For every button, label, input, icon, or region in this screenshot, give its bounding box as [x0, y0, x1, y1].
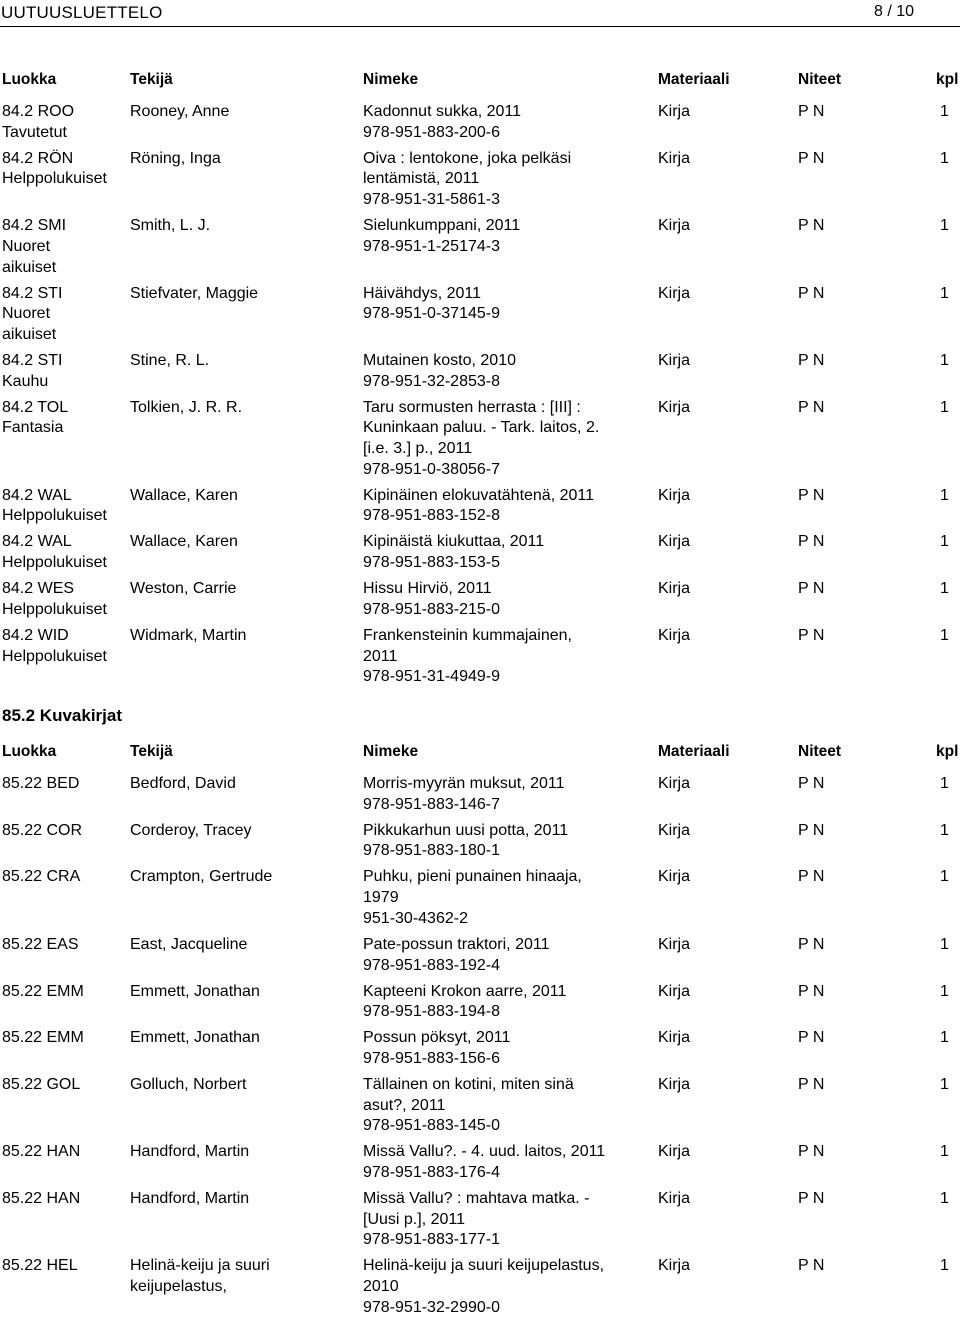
table-row	[0, 774, 960, 815]
section-85-2	[0, 742, 960, 1316]
tekija-cell: Smith, L. J.	[130, 217, 211, 235]
tekija-cell: Wallace, Karen	[130, 533, 238, 551]
nimeke-cell-line: Pate-possun traktori, 2011	[363, 935, 550, 953]
col-luokka: Luokka	[2, 71, 57, 88]
luokka-cell-line: 84.2 WES	[2, 580, 75, 598]
luokka-cell-line: 85.22 COR	[2, 821, 83, 839]
tekija-cell: Wallace, Karen	[130, 486, 238, 504]
nimeke-cell-line: 978-951-883-177-1	[363, 1231, 500, 1249]
tekija-cell: Corderoy, Tracey	[130, 821, 252, 839]
tekija-cell: Stiefvater, Maggie	[130, 284, 259, 302]
table-row	[0, 867, 960, 929]
table-row	[0, 216, 960, 278]
niteet-cell: P N	[798, 1257, 825, 1275]
luokka-cell-line: 85.22 EMM	[2, 982, 84, 1000]
kpl-cell: 1	[940, 775, 949, 792]
nimeke-cell	[363, 1189, 618, 1251]
nimeke-cell-line: 978-951-32-2990-0	[363, 1298, 500, 1316]
column-headers	[0, 742, 960, 762]
nimeke-cell-line: Kipinäinen elokuvatähtenä, 2011	[363, 486, 594, 504]
tekija-cell: Handford, Martin	[130, 1143, 250, 1161]
nimeke-cell-line: Hissu Hirviö, 2011	[363, 580, 492, 598]
kpl-cell: 1	[940, 1190, 949, 1207]
luokka-cell-line: 84.2 ROO	[2, 103, 75, 120]
col-kpl: kpl	[936, 71, 959, 88]
nimeke-cell-line: Morris-myyrän muksut, 2011	[363, 775, 565, 792]
niteet-cell: P N	[798, 533, 825, 551]
nimeke-cell	[363, 1028, 618, 1069]
luokka-cell-line: Fantasia	[2, 419, 64, 437]
nimeke-cell	[363, 398, 618, 481]
table-row	[0, 821, 960, 862]
nimeke-cell-line: [i.e. 3.] p., 2011	[363, 440, 473, 457]
kpl-cell: 1	[940, 935, 949, 953]
luokka-cell	[2, 102, 126, 143]
materiaali-cell: Kirja	[658, 486, 691, 504]
table-row	[0, 1189, 960, 1251]
luokka-cell-line: Nuoret	[2, 237, 51, 255]
materiaali-cell: Kirja	[658, 149, 691, 167]
nimeke-cell	[363, 486, 618, 527]
luokka-cell-line: 85.22 CRA	[2, 868, 81, 886]
table-row	[0, 626, 960, 688]
table-row	[0, 351, 960, 392]
luokka-cell	[2, 821, 126, 842]
materiaali-cell: Kirja	[658, 284, 691, 302]
luokka-cell-line: 85.22 HEL	[2, 1257, 78, 1275]
materiaali-cell: Kirja	[658, 103, 691, 120]
kpl-cell: 1	[940, 1257, 949, 1275]
materiaali-cell: Kirja	[658, 775, 691, 792]
niteet-cell: P N	[798, 626, 825, 644]
materiaali-cell: Kirja	[658, 1075, 691, 1093]
luokka-cell	[2, 579, 126, 620]
luokka-cell	[2, 626, 126, 667]
luokka-cell-line: 84.2 STI	[2, 351, 63, 369]
luokka-cell	[2, 1075, 126, 1096]
nimeke-cell-line: lentämistä, 2011	[363, 170, 480, 188]
luokka-cell	[2, 774, 126, 795]
niteet-cell: P N	[798, 351, 825, 369]
col-nimeke: Nimeke	[363, 71, 419, 88]
luokka-cell	[2, 216, 126, 278]
nimeke-cell-line: 978-951-31-5861-3	[363, 191, 500, 209]
column-headers	[0, 70, 960, 90]
tekija-cell: Crampton, Gertrude	[130, 868, 273, 886]
page-number: 8 / 10	[873, 3, 914, 20]
section-title: 85.2 Kuvakirjat	[2, 706, 123, 725]
luokka-cell-line: 84.2 SMI	[2, 217, 67, 235]
table-row	[0, 1142, 960, 1183]
nimeke-cell-line: Häivähdys, 2011	[363, 284, 481, 302]
nimeke-cell	[363, 774, 618, 815]
col-materiaali: Materiaali	[658, 743, 730, 760]
luokka-cell-line: aikuiset	[2, 258, 57, 276]
kpl-cell: 1	[940, 486, 949, 504]
table-row	[0, 1028, 960, 1069]
luokka-cell-line: 84.2 RÖN	[2, 149, 74, 167]
kpl-cell: 1	[940, 398, 949, 416]
nimeke-cell-line: Sielunkumppani, 2011	[363, 217, 521, 235]
section-84-2	[0, 70, 960, 686]
nimeke-cell	[363, 351, 618, 392]
tekija-cell: Röning, Inga	[130, 149, 221, 167]
kpl-cell: 1	[940, 580, 949, 598]
nimeke-cell-line: Pikkukarhun uusi potta, 2011	[363, 821, 569, 839]
luokka-cell-line: 85.22 HAN	[2, 1143, 81, 1161]
niteet-cell: P N	[798, 775, 825, 792]
materiaali-cell: Kirja	[658, 1143, 691, 1161]
luokka-cell-line: Helppolukuiset	[2, 600, 107, 618]
nimeke-cell-line: Frankensteinin kummajainen,	[363, 626, 572, 644]
nimeke-cell-line: 978-951-883-156-6	[363, 1049, 500, 1067]
nimeke-cell	[363, 867, 618, 929]
table-row	[0, 486, 960, 527]
nimeke-cell-line: Missä Vallu?. - 4. uud. laitos, 2011	[363, 1143, 606, 1161]
table-row	[0, 284, 960, 346]
kpl-cell: 1	[940, 626, 949, 644]
luokka-cell-line: Tavutetut	[2, 123, 67, 141]
luokka-cell-line: 85.22 EMM	[2, 1029, 84, 1047]
nimeke-cell-line: Kapteeni Krokon aarre, 2011	[363, 982, 567, 1000]
nimeke-cell-line: 951-30-4362-2	[363, 909, 468, 927]
nimeke-cell-line: Helinä-keiju ja suuri keijupelastus,	[363, 1257, 605, 1275]
kpl-cell: 1	[940, 821, 949, 839]
tekija-cell: Bedford, David	[130, 775, 236, 792]
luokka-cell	[2, 867, 126, 888]
luokka-cell	[2, 1189, 126, 1210]
materiaali-cell: Kirja	[658, 398, 691, 416]
luokka-cell-line: aikuiset	[2, 325, 57, 343]
luokka-cell-line: Helppolukuiset	[2, 170, 107, 188]
tekija-cell: Tolkien, J. R. R.	[130, 398, 243, 416]
niteet-cell: P N	[798, 486, 825, 504]
nimeke-cell-line: 978-951-0-38056-7	[363, 460, 500, 478]
luokka-cell	[2, 1256, 126, 1277]
luokka-cell-line: 85.22 EAS	[2, 935, 79, 953]
kpl-cell: 1	[940, 533, 949, 551]
niteet-cell: P N	[798, 982, 825, 1000]
col-tekija: Tekijä	[130, 71, 173, 88]
nimeke-cell	[363, 579, 618, 620]
luokka-cell-line: 84.2 WAL	[2, 533, 72, 551]
materiaali-cell: Kirja	[658, 217, 691, 235]
luokka-cell-line: 85.22 GOL	[2, 1075, 81, 1093]
kpl-cell: 1	[940, 217, 949, 235]
tekija-cell: Rooney, Anne	[130, 103, 230, 120]
tekija-cell: Helinä-keiju ja suuri keijupelastus,	[130, 1257, 270, 1296]
luokka-cell	[2, 935, 126, 956]
table-row	[0, 149, 960, 211]
nimeke-cell	[363, 626, 618, 688]
luokka-cell-line: 85.22 BED	[2, 775, 80, 792]
tekija-cell: Emmett, Jonathan	[130, 982, 260, 1000]
nimeke-cell-line: 1979	[363, 889, 399, 907]
nimeke-cell-line: [Uusi p.], 2011	[363, 1210, 465, 1228]
materiaali-cell: Kirja	[658, 1257, 691, 1275]
niteet-cell: P N	[798, 398, 825, 416]
page-header	[0, 0, 960, 27]
nimeke-cell-line: 978-951-883-215-0	[363, 600, 500, 618]
luokka-cell-line: 84.2 STI	[2, 284, 63, 302]
nimeke-cell-line: 978-951-883-194-8	[363, 1003, 500, 1021]
materiaali-cell: Kirja	[658, 935, 691, 953]
luokka-cell	[2, 284, 126, 346]
nimeke-cell-line: 978-951-883-176-4	[363, 1164, 500, 1181]
table-row	[0, 532, 960, 573]
nimeke-cell	[363, 821, 618, 862]
niteet-cell: P N	[798, 149, 825, 167]
nimeke-cell-line: 978-951-0-37145-9	[363, 305, 500, 323]
nimeke-cell	[363, 982, 618, 1023]
tekija-cell: Handford, Martin	[130, 1190, 250, 1207]
luokka-cell	[2, 351, 126, 392]
materiaali-cell: Kirja	[658, 626, 691, 644]
table-row	[0, 398, 960, 481]
nimeke-cell	[363, 935, 618, 976]
tekija-cell: Weston, Carrie	[130, 580, 237, 598]
kpl-cell: 1	[940, 982, 949, 1000]
niteet-cell: P N	[798, 1190, 825, 1207]
niteet-cell: P N	[798, 103, 825, 120]
niteet-cell: P N	[798, 935, 825, 953]
col-nimeke: Nimeke	[363, 743, 419, 760]
nimeke-cell	[363, 1256, 618, 1318]
nimeke-cell-line: 978-951-1-25174-3	[363, 237, 500, 255]
niteet-cell: P N	[798, 1143, 825, 1161]
nimeke-cell-line: 978-951-32-2853-8	[363, 372, 500, 390]
nimeke-cell-line: 978-951-883-146-7	[363, 795, 500, 813]
nimeke-cell-line: Kadonnut sukka, 2011	[363, 103, 522, 120]
nimeke-cell-line: 978-951-883-145-0	[363, 1117, 500, 1135]
nimeke-cell	[363, 1142, 618, 1183]
nimeke-cell	[363, 284, 618, 325]
nimeke-cell-line: 2011	[363, 647, 398, 665]
tekija-cell: Golluch, Norbert	[130, 1075, 247, 1093]
tekija-cell: East, Jacqueline	[130, 935, 248, 953]
tekija-cell: Widmark, Martin	[130, 626, 247, 644]
luokka-cell	[2, 1028, 126, 1049]
col-kpl: kpl	[936, 743, 959, 760]
nimeke-cell-line: 2010	[363, 1278, 399, 1296]
luokka-cell-line: 84.2 WAL	[2, 486, 72, 504]
luokka-cell-line: Nuoret	[2, 305, 51, 323]
nimeke-cell-line: 978-951-883-152-8	[363, 507, 500, 525]
luokka-cell	[2, 1142, 126, 1163]
nimeke-cell-line: 978-951-883-192-4	[363, 956, 500, 974]
nimeke-cell-line: Oiva : lentokone, joka pelkäsi	[363, 149, 572, 167]
kpl-cell: 1	[940, 1029, 949, 1047]
materiaali-cell: Kirja	[658, 1190, 691, 1207]
kpl-cell: 1	[940, 103, 949, 120]
nimeke-cell-line: 978-951-883-180-1	[363, 842, 500, 860]
luokka-cell-line: 84.2 WID	[2, 626, 69, 644]
table-row	[0, 579, 960, 620]
col-niteet: Niteet	[798, 71, 842, 88]
table-row	[0, 982, 960, 1023]
kpl-cell: 1	[940, 284, 949, 302]
col-niteet: Niteet	[798, 743, 842, 760]
luokka-cell	[2, 486, 126, 527]
niteet-cell: P N	[798, 217, 825, 235]
tekija-cell: Stine, R. L.	[130, 351, 210, 369]
luokka-cell-line: Helppolukuiset	[2, 554, 107, 572]
luokka-cell	[2, 982, 126, 1003]
nimeke-cell-line: 978-951-31-4949-9	[363, 668, 500, 686]
nimeke-cell-line: Possun pöksyt, 2011	[363, 1029, 511, 1047]
kpl-cell: 1	[940, 1143, 949, 1161]
kpl-cell: 1	[940, 149, 949, 167]
luokka-cell	[2, 398, 126, 439]
col-tekija: Tekijä	[130, 743, 173, 760]
table-row	[0, 1075, 960, 1137]
page-title: UUTUUSLUETTELO	[1, 3, 163, 22]
luokka-cell-line: 85.22 HAN	[2, 1190, 81, 1207]
nimeke-cell-line: Mutainen kosto, 2010	[363, 351, 516, 369]
materiaali-cell: Kirja	[658, 821, 691, 839]
materiaali-cell: Kirja	[658, 580, 691, 598]
materiaali-cell: Kirja	[658, 868, 691, 886]
niteet-cell: P N	[798, 580, 825, 598]
col-luokka: Luokka	[2, 743, 57, 760]
nimeke-cell-line: Tällainen on kotini, miten sinä	[363, 1075, 574, 1093]
nimeke-cell-line: 978-951-883-153-5	[363, 554, 500, 572]
niteet-cell: P N	[798, 868, 825, 886]
luokka-cell	[2, 532, 126, 573]
niteet-cell: P N	[798, 1075, 825, 1093]
niteet-cell: P N	[798, 821, 825, 839]
luokka-cell-line: Helppolukuiset	[2, 507, 107, 525]
luokka-cell-line: 84.2 TOL	[2, 398, 69, 416]
nimeke-cell	[363, 216, 618, 257]
tekija-cell: Emmett, Jonathan	[130, 1029, 260, 1047]
nimeke-cell-line: asut?, 2011	[363, 1096, 446, 1114]
niteet-cell: P N	[798, 1029, 825, 1047]
table-row	[0, 935, 960, 976]
nimeke-cell-line: Kipinäistä kiukuttaa, 2011	[363, 533, 545, 551]
nimeke-cell-line: Missä Vallu? : mahtava matka. -	[363, 1190, 590, 1207]
luokka-cell-line: Kauhu	[2, 372, 49, 390]
materiaali-cell: Kirja	[658, 1029, 691, 1047]
kpl-cell: 1	[940, 868, 949, 886]
nimeke-cell-line: Taru sormusten herrasta : [III] :	[363, 398, 581, 416]
kpl-cell: 1	[940, 351, 949, 369]
nimeke-cell	[363, 149, 618, 211]
nimeke-cell-line: Kuninkaan paluu. - Tark. laitos, 2.	[363, 419, 600, 437]
nimeke-cell	[363, 1075, 618, 1137]
table-row	[0, 102, 960, 143]
nimeke-cell-line: Puhku, pieni punainen hinaaja,	[363, 868, 582, 886]
luokka-cell	[2, 149, 126, 190]
table-row	[0, 1256, 960, 1318]
materiaali-cell: Kirja	[658, 351, 691, 369]
materiaali-cell: Kirja	[658, 533, 691, 551]
kpl-cell: 1	[940, 1075, 949, 1093]
luokka-cell-line: Helppolukuiset	[2, 647, 107, 665]
col-materiaali: Materiaali	[658, 71, 730, 88]
materiaali-cell: Kirja	[658, 982, 691, 1000]
niteet-cell: P N	[798, 284, 825, 302]
nimeke-cell-line: 978-951-883-200-6	[363, 123, 500, 141]
nimeke-cell	[363, 102, 618, 143]
nimeke-cell	[363, 532, 618, 573]
